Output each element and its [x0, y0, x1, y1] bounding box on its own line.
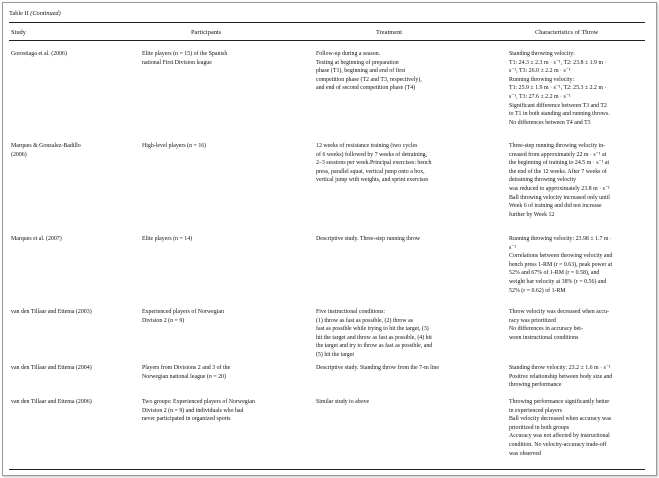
- cell-characteristics: [509, 308, 609, 342]
- cell-characteristics: [509, 398, 611, 458]
- cell-line: Correlations between throwing velocity and: [509, 253, 613, 260]
- cell-line: competition phase (T2 and T3, respectively),: [316, 76, 422, 83]
- cell-treatment: [316, 50, 422, 93]
- cell-line: (1) throw as fast as possible, (2) throw as: [316, 317, 414, 324]
- cell-line: the target and try to throw as fast as possible, and: [316, 343, 433, 350]
- cell-line: s⁻¹, T3: 27.6 ± 2.2 m · s⁻¹: [509, 93, 571, 100]
- cell-characteristics: [509, 142, 610, 219]
- header-participants: Participants: [191, 29, 222, 36]
- cell-line: Follow-up during a season.: [316, 51, 381, 57]
- cell-characteristics: [509, 364, 612, 390]
- caption-suffix: (Continued): [30, 10, 61, 17]
- cell-treatment: [316, 364, 439, 373]
- cell-treatment: [316, 398, 369, 407]
- cell-line: in experienced players: [509, 407, 562, 414]
- cell-line: weight bar velocity at 38% (r = 0.56) and: [509, 278, 607, 285]
- cell-line: (2006): [11, 151, 27, 158]
- cell-line: No differences in accuracy bet-: [509, 326, 583, 333]
- cell-line: s⁻¹: [509, 244, 517, 251]
- cell-line: Elite players (n = 15) of the Spanish: [142, 51, 228, 57]
- cell-participants: [142, 50, 227, 67]
- cell-line: Descriptive study. Three-step running throw: [316, 236, 421, 242]
- cell-line: Standing throw velocity: 23.2 ± 1.6 m · s⁻¹: [509, 365, 611, 371]
- top-rule: [9, 22, 645, 23]
- cell-line: Marques & Gonzalez-Badillo: [11, 143, 81, 149]
- cell-participants: [142, 398, 255, 424]
- cell-treatment: [316, 308, 432, 360]
- cell-line: High-level players (n = 16): [142, 143, 207, 149]
- cell-line: was observed: [509, 450, 541, 457]
- cell-treatment: [316, 142, 432, 185]
- cell-line: Accuracy was not affected by instructional: [509, 433, 610, 440]
- cell-line: Division 2 (n = 9) and individuals who had: [142, 407, 244, 414]
- cell-line: Significant difference between T3 and T2: [509, 102, 607, 109]
- cell-line: throwing performance: [509, 382, 562, 389]
- cell-characteristics: [509, 235, 612, 295]
- cell-line: 12 weeks of resistance training (two cycles: [316, 143, 418, 149]
- cell-study: [11, 235, 62, 244]
- cell-line: condition. No velocity-accuracy trade-off: [509, 441, 607, 448]
- cell-line: Testing at beginning of preparation: [316, 59, 399, 66]
- cell-line: detraining throwing velocity: [509, 177, 577, 184]
- cell-line: Running throwing velocity:: [509, 76, 575, 83]
- cell-line: Two groups: Experienced players of Norwegian: [142, 399, 255, 405]
- cell-line: van den Tillaar and Ettema (2006): [11, 399, 92, 405]
- cell-study: [11, 398, 92, 407]
- cell-line: of 6 weeks) followed by 7 weeks of detraining,: [316, 151, 428, 158]
- cell-line: to T1 in both standing and running throws.: [509, 111, 610, 118]
- cell-line: Week 6 of training and did not increase: [509, 203, 602, 210]
- cell-line: bench press 1-RM (r = 0.63), peak power at: [509, 261, 613, 268]
- cell-line: (5) hit the target: [316, 351, 355, 358]
- cell-characteristics: [509, 50, 610, 127]
- header-study: Study: [11, 29, 26, 36]
- cell-line: Division 2 (n = 9): [142, 317, 185, 324]
- cell-participants: [142, 142, 206, 151]
- cell-line: the beginning of training to 24.5 m · s⁻¹ at: [509, 160, 610, 167]
- cell-line: s⁻¹, T3: 26.0 ± 2.2 m · s⁻¹: [509, 68, 571, 75]
- cell-line: No differences between T4 and T3: [509, 119, 591, 126]
- cell-line: Elite players (n = 14): [142, 236, 193, 242]
- cell-line: Marques et al. (2007): [11, 236, 62, 242]
- cell-line: was reduced to approximately 23.8 m · s⁻¹: [509, 185, 610, 192]
- caption-prefix: Table II: [9, 10, 29, 17]
- cell-line: ween instructional conditions: [509, 334, 579, 341]
- cell-study: [11, 50, 67, 59]
- cell-line: Players from Divisions 2 and 3 of the: [142, 365, 231, 371]
- cell-line: hit the target and throw as fast as possible, (4) hit: [316, 334, 432, 341]
- cell-study: [11, 142, 81, 159]
- table-caption: [9, 10, 61, 17]
- bottom-rule: [9, 469, 645, 470]
- cell-line: Running throwing velocity: 23.98 ± 1.7 m ·: [509, 236, 612, 242]
- cell-line: prioritized in both groups: [509, 424, 570, 431]
- cell-participants: [142, 364, 230, 381]
- cell-line: racy was prioritized: [509, 317, 556, 324]
- cell-line: and end of second competition phase (T4): [316, 85, 416, 92]
- cell-line: 52% and 67% of 1-RM (r = 0.58), and: [509, 270, 600, 277]
- cell-line: Ball velocity decreased when accuracy was: [509, 416, 612, 423]
- cell-line: fast as possible while trying to hit the target, (3): [316, 326, 429, 333]
- cell-line: press, parallel squat, vertical jump onto a box,: [316, 168, 425, 175]
- cell-line: Norwegian national league (n = 20): [142, 373, 226, 380]
- cell-line: Similar study to above: [316, 399, 370, 405]
- cell-line: T1: 24.3 ± 2.3 m · s⁻¹, T2: 23.8 ± 1.9 m ·: [509, 59, 607, 66]
- cell-study: [11, 364, 92, 373]
- cell-participants: [142, 235, 192, 244]
- cell-study: [11, 308, 92, 317]
- cell-line: T1: 25.9 ± 1.9 m · s⁻¹, T2: 25.3 ± 2.2 m ·: [509, 85, 607, 92]
- cell-line: national First Division league: [142, 59, 212, 66]
- cell-line: Experienced players of Norwegian: [142, 309, 224, 315]
- cell-line: van den Tillaar and Ettema (2003): [11, 309, 92, 315]
- cell-line: Descriptive study. Standing throw from the 7-m line: [316, 365, 439, 371]
- cell-line: 52% (r = 0.62) of 1-RM: [509, 287, 566, 294]
- header-rule: [9, 40, 645, 41]
- cell-line: creased from approximately 22 m · s⁻¹ at: [509, 151, 607, 158]
- header-characteristics: Characteristics of Throw: [535, 29, 599, 36]
- cell-line: Positive relationship between body size and: [509, 373, 613, 380]
- cell-line: Throwing performance significantly better: [509, 399, 610, 405]
- cell-line: further by Week 12: [509, 211, 555, 218]
- cell-line: Throw velocity was decreased when accu-: [509, 309, 609, 315]
- cell-line: never participated in organized sports: [142, 416, 231, 423]
- cell-line: Gorostiaga et al. (2006): [11, 51, 67, 57]
- cell-line: Standing throwing velocity:: [509, 51, 575, 57]
- cell-line: Five instructional conditions:: [316, 309, 386, 315]
- cell-line: phase (T1), beginning and end of first: [316, 68, 406, 75]
- cell-line: Ball throwing velocity increased only until: [509, 194, 610, 201]
- cell-participants: [142, 308, 224, 325]
- cell-treatment: [316, 235, 420, 244]
- cell-line: 2–3 sessions per week.Principal exercises: bench: [316, 160, 432, 167]
- cell-line: Three-step running throwing velocity in-: [509, 143, 606, 149]
- cell-line: vertical jump with weights, and sprint exercises: [316, 177, 429, 184]
- cell-line: van den Tillaar and Ettema (2004): [11, 365, 92, 371]
- header-treatment: Treatment: [376, 29, 403, 36]
- cell-line: the end of the 12 weeks. After 7 weeks of: [509, 168, 607, 175]
